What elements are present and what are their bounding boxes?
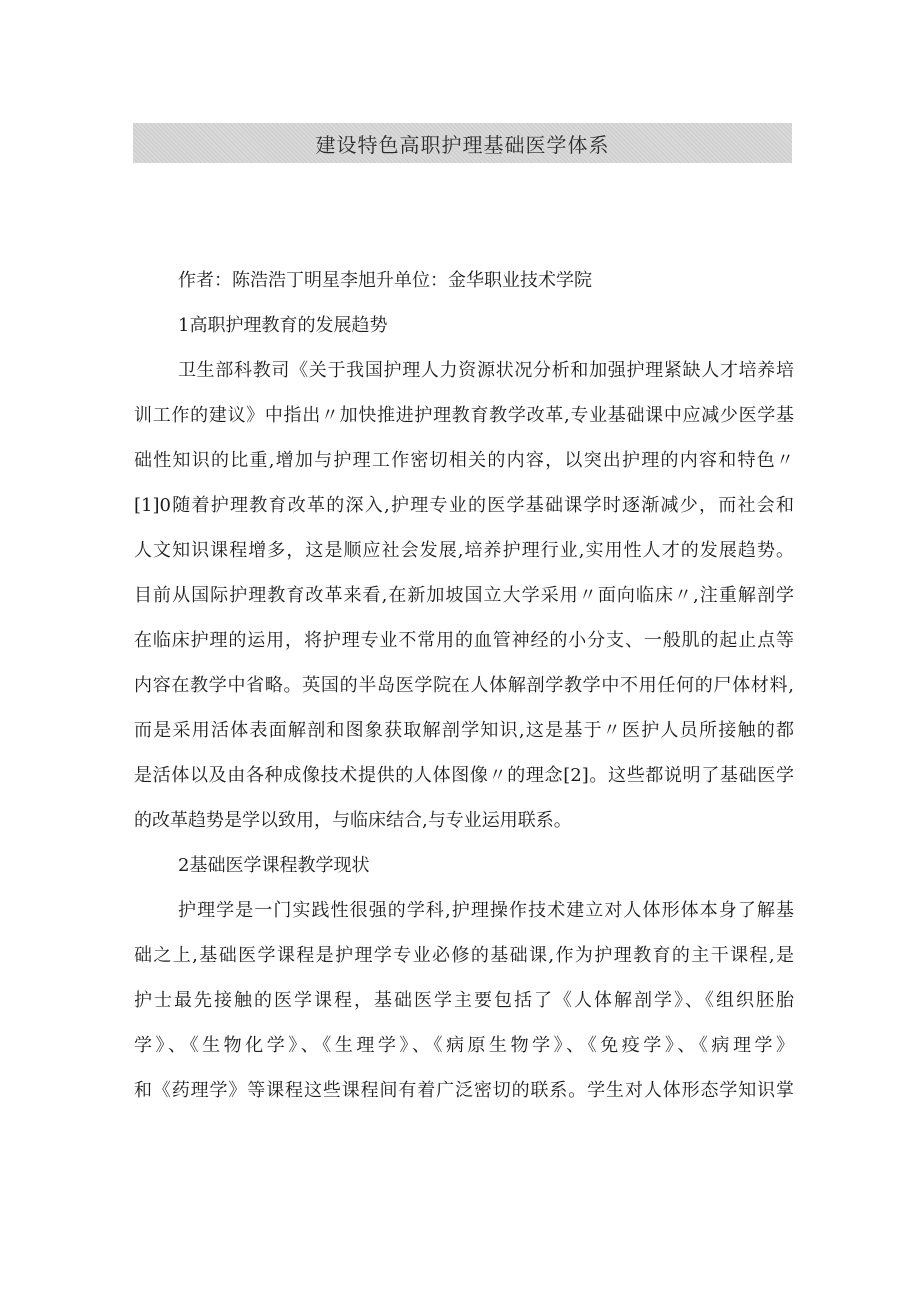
paragraph-line: 础性知识的比重,增加与护理工作密切相关的内容，以突出护理的内容和特色〃 [134,450,794,471]
paragraph-line: 和《药理学》等课程这些课程间有着广泛密切的联系。学生对人体形态学知识掌 [134,1080,794,1101]
paragraph-line: 学》、《生物化学》、《生理学》、《病原生物学》、《免疫学》、《病理学》 [134,1035,794,1056]
title-banner [133,123,792,163]
paragraph-line: 卫生部科教司《关于我国护理人力资源状况分析和加强护理紧缺人才培养培 [178,360,794,381]
section-2-heading: 2基础医学课程教学现状 [178,855,370,876]
author-line: 作者：陈浩浩丁明星李旭升单位：金华职业技术学院 [178,270,592,291]
paragraph-line: 护理学是一门实践性很强的学科,护理操作技术建立对人体形体本身了解基 [178,900,794,921]
paragraph-line: 人文知识课程增多，这是顺应社会发展,培养护理行业,实用性人才的发展趋势。 [134,540,794,561]
paragraph-2 [134,888,794,1113]
paragraph-line: 础之上,基础医学课程是护理学专业必修的基础课,作为护理教育的主干课程,是 [134,945,794,966]
paragraph-line: 是活体以及由各种成像技术提供的人体图像〃的理念[2]。这些都说明了基础医学 [134,765,794,786]
paragraph-line: 的改革趋势是学以致用，与临床结合,与专业运用联系。 [134,810,572,831]
paragraph-line: 训工作的建议》中指出〃加快推进护理教育教学改革,专业基础课中应减少医学基 [134,405,794,426]
paragraph-line: 护士最先接触的医学课程，基础医学主要包括了《人体解剖学》、《组织胚胎 [134,990,794,1011]
paragraph-line: 在临床护理的运用，将护理专业不常用的血管神经的小分支、一般肌的起止点等 [134,630,794,651]
section-1-heading: 1高职护理教育的发展趋势 [178,315,388,336]
paragraph-1 [134,348,794,843]
paragraph-line: [1]0随着护理教育改革的深入,护理专业的医学基础课学时逐渐减少，而社会和 [134,495,794,516]
paragraph-line: 而是采用活体表面解剖和图象获取解剖学知识,这是基于〃医护人员所接触的都 [134,720,794,741]
document-body [134,258,794,1113]
paragraph-line: 内容在教学中省略。英国的半岛医学院在人体解剖学教学中不用任何的尸体材料, [134,675,794,696]
paragraph-line: 目前从国际护理教育改革来看,在新加坡国立大学采用〃面向临床〃,注重解剖学 [134,585,794,606]
document-title: 建设特色高职护理基础医学体系 [315,132,610,157]
